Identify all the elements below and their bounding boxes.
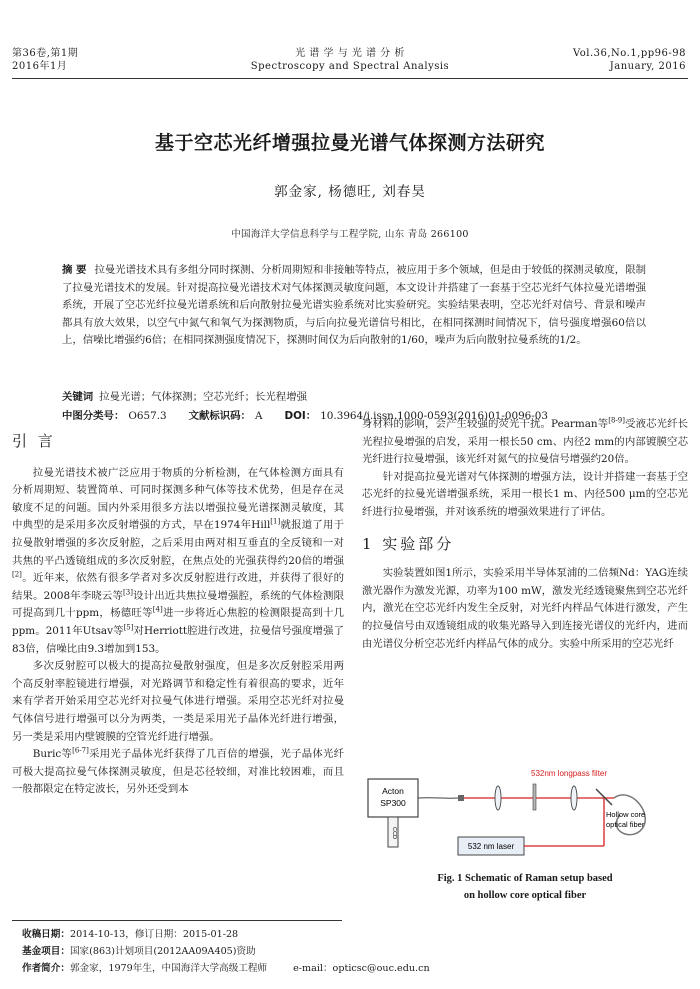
intro-paragraph-3 [12,746,344,799]
intro-p1-text-c: 。近年来，依然有很多学者对多次反射腔进行改进，并获得了很好的结果。2008年李晓云等 [12,572,344,602]
footnote-funding [22,945,682,959]
intro-p1-text-e: 进一步将近心焦腔的检测限提高到十几ppm。2011年Utsav等 [12,607,345,637]
volume-issue-text: 第36卷,第1期 [12,48,79,59]
left-column [12,433,344,799]
footnote-author [22,962,682,976]
fiber-label-2: optical fiber [606,820,645,829]
fiber-label-1: Hollow core [606,810,646,819]
spectrometer-label-1: Acton [382,786,404,796]
footnote-received [22,928,682,942]
filter-label: 532nm longpass filter [531,769,608,778]
spectrometer-label-2: SP300 [380,798,406,808]
fund-label: 基金项目： [22,946,70,957]
issue-date-text: 2016年1月 [12,61,68,72]
experiment-paragraph-1: 实验装置如图1所示，实验采用半导体泵浦的二倍频Nd：YAG连续激光器作为激发光源，功率为100 mW，激发光经透镜聚焦到空芯光纤内，激光在空芯光纤内发生全反射，对光纤内样品气体进行激发，产生的拉曼信号由双透镜组成的收集光路导入到连接光谱仪的光纤内，进而由光谱仪分析空芯光纤内样品气体的成分。实验中所采用的空芯光纤 [362,567,688,650]
keywords-label: 关键词 [62,391,94,403]
intro-p1-text-f: 对Herriott腔进行改进，拉曼信号强度增强了83倍，信噪比由9.3增加到153。 [12,624,344,655]
journal-title-cn: 光 谱 学 与 光 谱 分 析 [295,48,405,59]
caption-line-1: Fig. 1 Schematic of Raman setup based [437,873,613,884]
citation-8-9: [8-9] [608,416,625,425]
intro-p1-text-d: 设计出近共焦拉曼增强腔，系统的气体检测限可提高到几十ppm，杨德旺等 [12,589,344,620]
doc-code-value: A [254,410,263,422]
right-column [362,416,688,653]
section-introduction-title: 引 言 [12,432,56,450]
intro-continued-paragraph [362,416,688,469]
header-divider [12,78,688,79]
longpass-filter [533,784,536,810]
intro-p1-text-a: 拉曼光谱技术被广泛应用于物质的分析检测，在气体检测方面具有分析周期短、装置简单、可同时探测多种气体等技术优势，但是存在灵敏度不足的问题。国内外采用很多方法以增强拉曼光谱探测灵敏度，其中典型的是采用多次反射增强的方式，早在1974年Hill [12,466,344,532]
ccd-label: CCD [391,827,397,839]
author-bio-value: 郭金家，1979年生，中国海洋大学高级工程师 [69,963,268,974]
intro-paragraph-4: 针对提高拉曼光谱对气体探测的增强方法，设计并搭建一套基于空芯光纤的拉曼光谱增强系统，采用一根长1 m、内径500 μm的空芯光纤进行拉曼增强，并对该系统的增强效果进行了评估。 [362,470,688,518]
abstract-text: 拉曼光谱技术具有多组分同时探测、分析周期短和非接触等特点，被应用于多个领域，但是由于较低的探测灵敏度，限制了拉曼光谱技术的发展。针对提高拉曼光谱技术对气体探测灵敏度问题，本文设计并搭建了一套基于空芯光纤气体拉曼光谱增强系统，开展了空芯光纤拉曼光谱系统和后向散射拉曼光谱实验系统对比实验研究。实验结果表明，空芯光纤对信号、背景和噪声都具有放大效果，以空气中氮气和氧气为探测物质，与后向拉曼光谱信号相比，在相同探测时间情况下，信号强度增强60倍以上，信噪比增强约6倍；在相同探测强度情况下，探测时间仅为后向散射的1/60，噪声为后向散射拉曼系统的1/2。 [62,264,646,346]
citation-3: [3] [123,588,133,597]
right-p1-text-a: 身材料的影响，会产生较强的荧光干扰。Pearman等 [362,418,609,430]
issue-month-text: January, 2016 [609,61,686,72]
collection-lens-2 [571,786,577,810]
journal-title-en: Spectroscopy and Spectral Analysis [250,61,450,72]
right-p1-text-b: 受液芯光纤长光程拉曼增强的启发，采用一根长50 cm、内径2 mm的内部镀膜空芯光纤进行拉曼增强，该光纤对氮气的拉曼信号增强约20倍。 [362,418,689,466]
doc-code-label: 文献标识码： [188,410,251,422]
intro-p3-text-b: 采用光子晶体光纤获得了几百倍的增强，光子晶体光纤可极大提高拉曼气体探测灵敏度，但是芯径较细，对准比较困难，而且一般都限定在特定波长，另外还受到本 [12,748,344,796]
intro-p1-text-b: 就报道了用于拉曼散射增强的多次反射腔，之后采用由两对相互垂直的全反镜和一对共焦的平凸透镜组成的多次反射腔，在焦点处的光强获得约20倍的增强 [12,519,344,567]
abstract-label: 摘 要 [62,264,87,276]
citation-4: [4] [152,605,163,614]
keywords [62,389,646,407]
laser-label: 532 nm laser [467,842,515,851]
intro-p3-text-a: Buric等 [32,748,73,761]
article-affiliation: 中国海洋大学信息科学与工程学院, 山东 青岛 266100 [231,229,469,240]
intro-paragraph-2: 多次反射腔可以极大的提高拉曼散射强度，但是多次反射腔采用两个高反射率腔镜进行增强，对光路调节和稳定性有着很高的要求，近年来有学者开始采用空芯光纤对拉曼气体进行增强。采用空芯光纤对拉曼气体信号进行增强可以分为两类，一类是采用光子晶体光纤进行增强，另一类是采用内壁镀膜的空管光纤进行增强。 [12,660,344,743]
collection-fiber [418,798,458,799]
figure-1-caption [362,870,688,904]
citation-2: [2] [12,570,22,579]
doi-label: DOI： [284,410,317,422]
footnote-divider [12,920,342,921]
figure-1-schematic [366,767,688,867]
citation-1: [1] [270,517,281,526]
citation-5: [5] [123,623,134,632]
received-label: 收稿日期： [22,929,70,940]
author-bio-label: 作者简介： [22,963,70,974]
received-value: 2014-10-13，修订日期：2015-01-28 [69,929,239,940]
citation-6-7: [6-7] [72,746,89,755]
doi-value: 10.3964/j.issn.1000-0593(2016)01-0096-03 [320,410,549,422]
caption-line-2: on hollow core optical fiber [463,890,587,901]
author-email: e-mail：opticsc@ouc.edu.cn [293,963,430,974]
keywords-text: 拉曼光谱；气体探测；空芯光纤；长光程增强 [99,391,307,403]
abstract [62,262,646,350]
volume-pages-text: Vol.36,No.1,pp96-98 [572,48,686,59]
article-authors: 郭金家, 杨德旺, 刘春昊 [274,184,426,200]
fund-value: 国家(863)计划项目(2012AA09A405)资助 [69,946,256,957]
article-title: 基于空芯光纤增强拉曼光谱气体探测方法研究 [154,132,545,154]
journal-pages [573,47,686,73]
clc-label: 中图分类号： [62,410,125,422]
clc-value: O657.3 [128,410,167,422]
intro-paragraph-1 [12,465,344,659]
section-experiment-title: 1 实验部分 [362,534,455,553]
fiber-coupler [458,795,464,801]
collection-lens-1 [495,786,501,810]
